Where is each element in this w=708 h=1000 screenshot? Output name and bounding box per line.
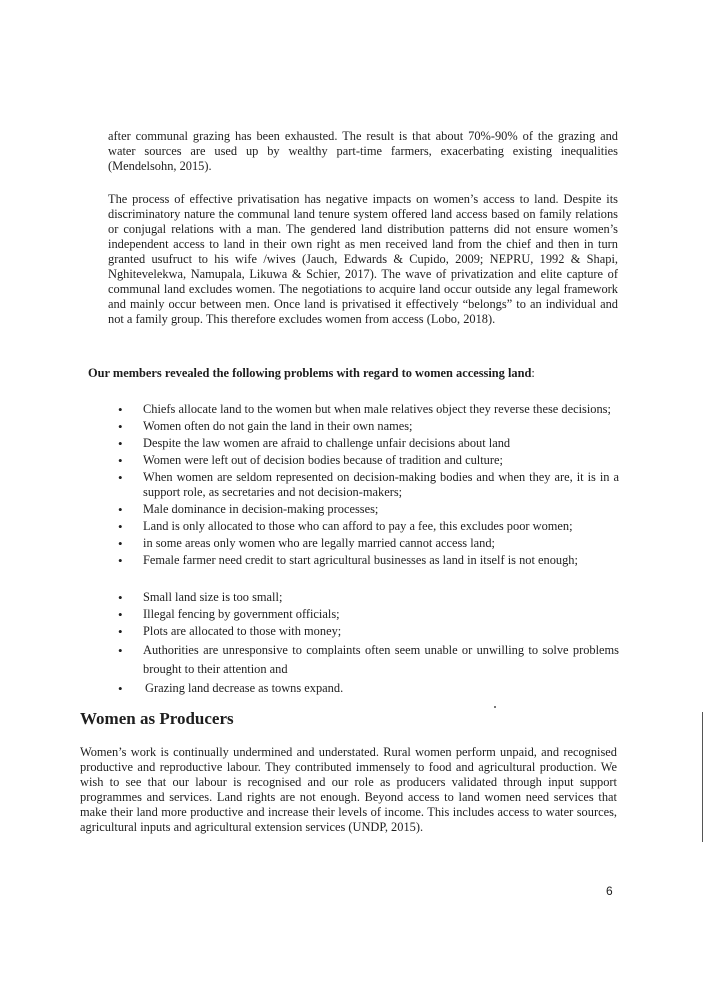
list-item [0,553,619,568]
list-item-text: Illegal fencing by government officials; [143,607,340,621]
list-item-text: Grazing land decrease as towns expand. [145,681,344,695]
list-item [0,402,619,417]
list-item [0,436,619,451]
bullet-icon: • [118,536,123,551]
list-item [0,502,619,517]
lead-colon: : [531,366,535,380]
bullet-icon: • [118,590,123,605]
bullet-icon: • [118,519,123,534]
list-item-text: Authorities are unresponsive to complaints often seem unable or unwilling to solve problems brought to their attention and [143,643,619,676]
section-heading: Women as Producers [80,709,234,728]
bullet-icon: • [118,502,123,517]
list-item-text: Plots are allocated to those with money; [143,624,342,638]
list-item [0,536,619,551]
list-item [0,607,619,622]
list-item-text: Male dominance in decision-making processes; [143,502,379,516]
list-item-text: Small land size is too small; [143,590,283,604]
bullet-icon: • [118,681,123,696]
list-item [0,470,619,500]
page-number: 6 [606,884,613,898]
list-item [0,641,619,679]
list-item [0,419,619,434]
list-item [0,590,619,605]
list-item-text: When women are seldom represented on decision-making bodies and when they are, it is in a support role, as secretaries and not decision-makers; [143,470,619,499]
list-item-text: in some areas only women who are legally married cannot access land; [143,536,495,550]
list-item-text: Despite the law women are afraid to challenge unfair decisions about land [143,436,511,450]
list-item-text: Female farmer need credit to start agricultural businesses as land in itself is not enough; [143,553,578,567]
paragraph-grazing: after communal grazing has been exhausted. The result is that about 70%-90% of the grazing and water sources are used up by wealthy part-time farmers, exacerbating existing inequalities (Mendelsohn, 2015). [108,129,618,173]
list-item [0,453,619,468]
problems-lead-sentence [88,366,628,381]
bullet-icon: • [118,453,123,468]
list-item [0,519,619,534]
lead-text: Our members revealed the following problems with regard to women accessing land [88,366,532,380]
paragraph-women-producers: Women’s work is continually undermined and understated. Rural women perform unpaid, and recognised productive and reproductive labour. They contributed immensely to food and agricultural production. We wish to see that our labour is recognised and our role as producers validated through input support programmes and services. Land rights are not enough. Beyond access to land women need services that make their land more productive and increase their levels of income. This includes access to water sources, agricultural inputs and agricultural extension services (UNDP, 2015). [80,745,617,834]
bullet-icon: • [118,643,123,658]
margin-rule [702,712,703,842]
bullet-icon: • [118,553,123,568]
list-item [0,624,619,639]
list-item-text: Land is only allocated to those who can afford to pay a fee, this excludes poor women; [143,519,573,533]
bullet-icon: • [118,402,123,417]
list-item [0,681,621,696]
problems-list-1 [0,402,708,570]
bullet-icon: • [118,419,123,434]
list-item-text: Women often do not gain the land in their own names; [143,419,413,433]
scan-speck [494,706,496,708]
problems-list-2 [0,590,708,698]
paragraph-privatisation: The process of effective privatisation has negative impacts on women’s access to land. Despite its discriminatory nature the communal land tenure system offered land access based on family relations or conjugal relations with a man. The gendered land distribution patterns did not ensure women’s independent access to land in their own right as men received land from the chief and then in turn granted usufruct to his wife /wives (Jauch, Edwards & Cupido, 2009; NEPRU, 1992 & Shapi, Nghitevelekwa, Namupala, Likuwa & Schier, 2017). The wave of privatization and elite capture of communal land excludes women. The negotiations to acquire land occur outside any legal framework and mainly occur between men. Once land is privatised it effectively “belongs” to an individual and not a family group. This therefore excludes women from access (Lobo, 2018). [108,192,618,326]
list-item-text: Women were left out of decision bodies because of tradition and culture; [143,453,503,467]
bullet-icon: • [118,624,123,639]
list-item-text: Chiefs allocate land to the women but when male relatives object they reverse these decisions; [143,402,611,416]
bullet-icon: • [118,436,123,451]
bullet-icon: • [118,607,123,622]
bullet-icon: • [118,470,123,485]
